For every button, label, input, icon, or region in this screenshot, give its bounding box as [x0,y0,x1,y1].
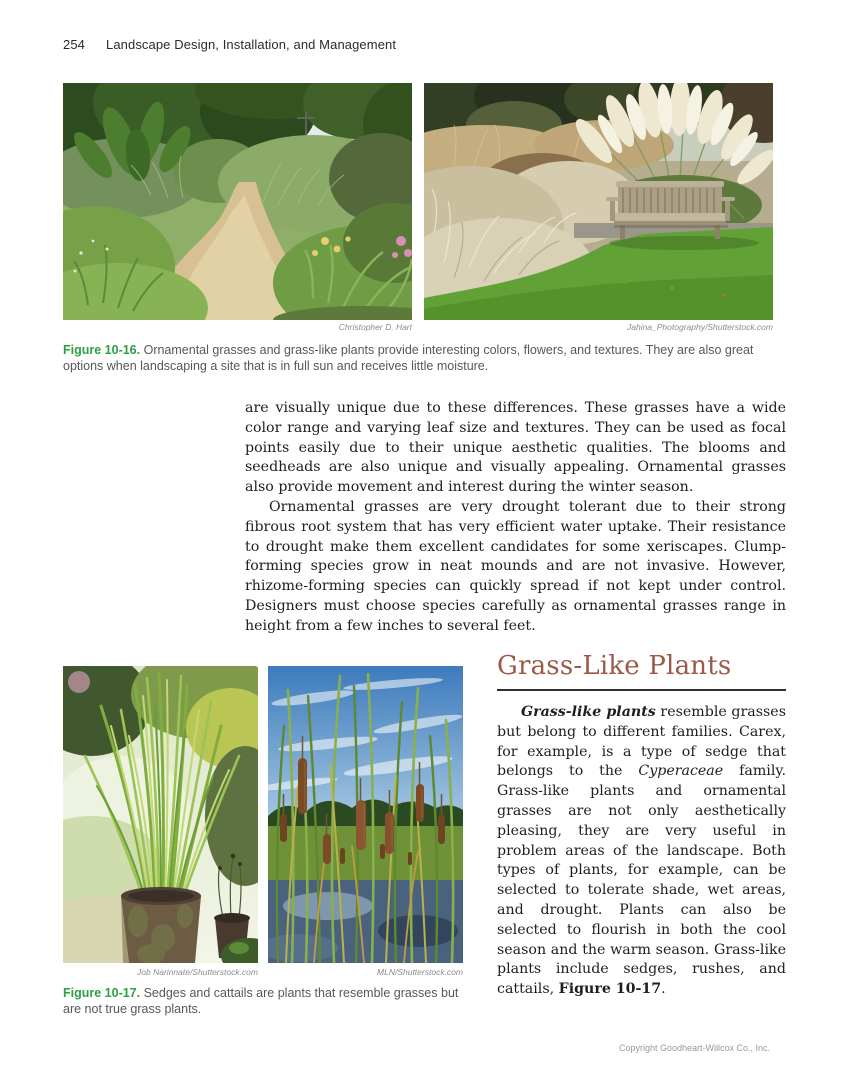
body-paragraph-1: are visually unique due to these differences. These grasses have a wide color range and varying leaf size and textures. They can be used as focal points easily due to their unique aesthetic qualities. The blooms and seedheads are also unique and visually appealing. Ornamental grasses also provide movement and interest during the winter season. [245,400,786,496]
figure-10-16-label: Figure 10-16. [63,343,141,357]
figure-10-16-photo-pampas-bench [424,83,773,320]
figure-10-16-credit-right: Jahina_Photography/Shutterstock.com [626,322,773,332]
section-text-1: resemble grasses but belong to different families. Carex, for example, is a type of sedge that belongs to the [497,704,786,780]
section-paragraph [497,703,786,1000]
figure-reference: Figure 10-17 [558,981,662,998]
section-text-2: family. Grass-like plants and ornamental grasses are not only aesthetically pleasing, they are very useful in problem areas of the landscape. Both types of plants, for example, can be selected to tolerate shade, wet areas, and drought. Plants can also be selected to flourish in both the cool season and the warm season. Grass-like plants include sedges, rushes, and cattails, [497,763,786,998]
figure-10-17-photo-cattails [268,666,463,963]
key-term: Grass-like plants [521,704,656,720]
heading-rule [497,689,786,691]
grass-like-plants-section [497,651,786,1000]
figure-10-16-caption [63,343,789,374]
figure-10-17-credit-right: MLN/Shutterstock.com [377,967,463,977]
running-head-title: Landscape Design, Installation, and Management [106,37,397,52]
figure-10-17-caption-text: Sedges and cattails are plants that resemble grasses but are not true grass plants. [63,986,459,1016]
copyright-notice: Copyright Goodheart-Willcox Co., Inc. [618,1043,770,1053]
running-head [63,37,396,52]
figure-10-16-credit-left: Christopher D. Hart [338,322,412,332]
figure-10-17-photo-sedges [63,666,258,963]
body-text-column [245,399,786,637]
body-paragraph-2: Ornamental grasses are very drought tolerant due to their strong fibrous root system that has very efficient water uptake. Their resistance to drought make them excellent candidates for some xeriscapes. Clump-forming species grow in neat mounds and are not invasive. However, rhizome-forming species can quickly spread if not kept under control. Designers must choose species carefully as ornamental grasses range in height from a few inches to several feet. [245,498,786,634]
figure-10-17-label: Figure 10-17. [63,986,141,1000]
figure-10-17-caption [63,986,473,1017]
family-name: Cyperaceae [638,763,724,780]
section-heading: Grass-Like Plants [497,651,732,681]
page-number: 254 [63,37,85,52]
figure-10-16-photo-garden-path [63,83,412,320]
figure-10-17-credit-left: Job Narinnate/Shutterstock.com [137,967,258,977]
figure-10-16-caption-text: Ornamental grasses and grass-like plants provide interesting colors, flowers, and textures. They are also great options when landscaping a site that is in full sun and receives little moisture. [63,343,754,373]
section-text-3: . [661,981,666,998]
